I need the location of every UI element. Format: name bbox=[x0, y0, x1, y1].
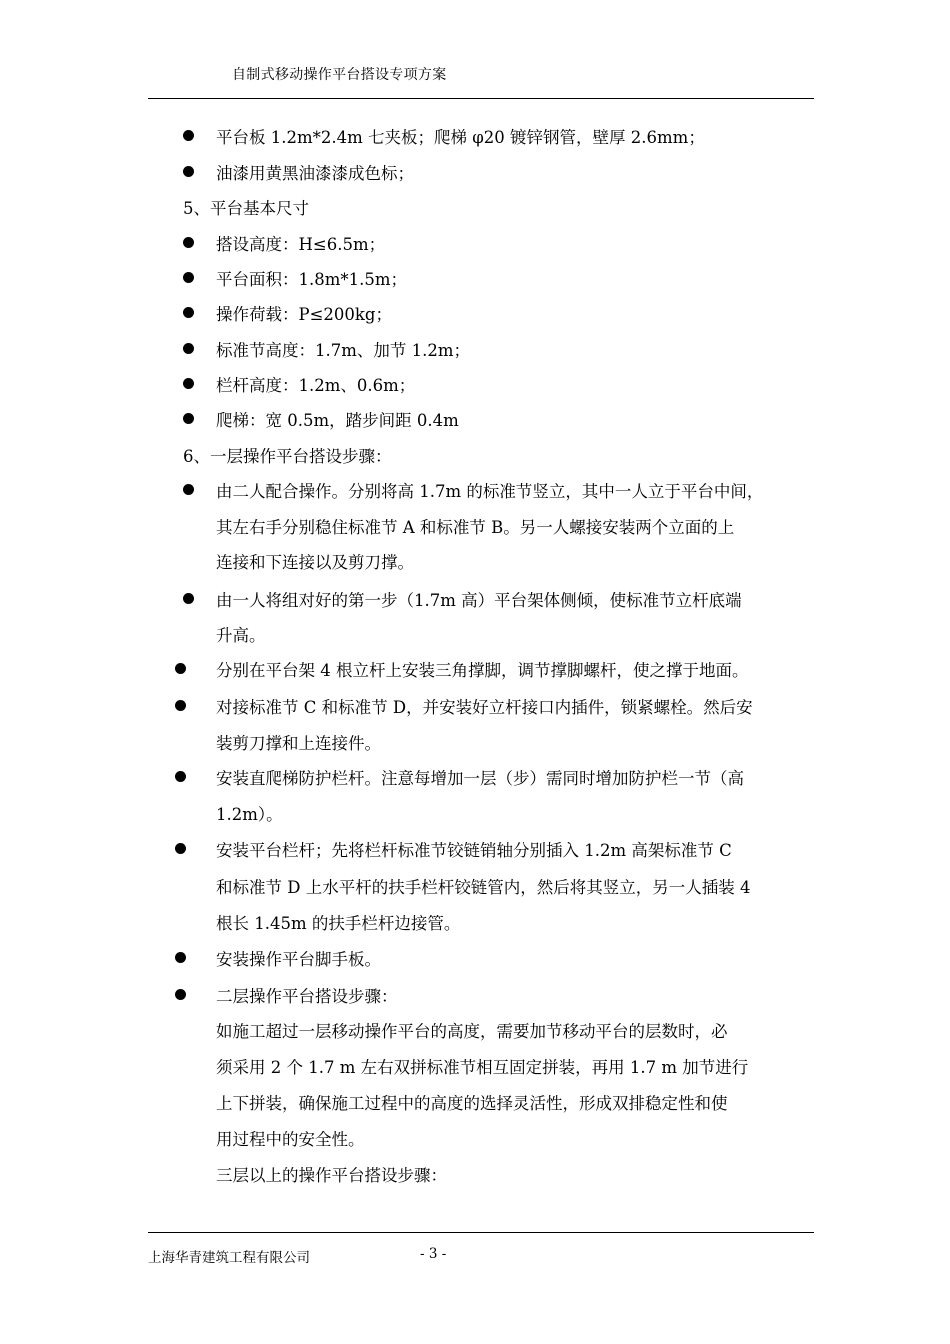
paragraph-text: 须采用 2 个 1.7 m 左右双拼标准节相互固定拼装，再用 1.7 m 加节进行 bbox=[216, 1058, 749, 1077]
bullet-icon bbox=[175, 700, 186, 711]
spec-item: 平台面积：1.8m*1.5m； bbox=[216, 270, 408, 289]
paragraph-text: 如施工超过一层移动操作平台的高度，需要加节移动平台的层数时，必 bbox=[216, 1022, 728, 1041]
bullet-icon bbox=[183, 378, 194, 389]
bullet-icon bbox=[175, 663, 186, 674]
step-text: 其左右手分别稳住标准节 A 和标准节 B。另一人螺接安装两个立面的上 bbox=[216, 518, 735, 537]
running-header: 自制式移动操作平台搭设专项方案 bbox=[232, 67, 447, 83]
bullet-icon bbox=[183, 237, 194, 248]
step-text: 安装平台栏杆；先将栏杆标准节铰链销轴分别插入 1.2m 高架标准节 C bbox=[216, 841, 732, 860]
step-text: 连接和下连接以及剪刀撑。 bbox=[216, 553, 414, 572]
step-text: 对接标准节 C 和标准节 D，并安装好立杆接口内插件，锁紧螺栓。然后安 bbox=[216, 698, 753, 717]
footer-company: 上海华青建筑工程有限公司 bbox=[148, 1250, 310, 1266]
step-text: 装剪刀撑和上连接件。 bbox=[216, 734, 381, 753]
spec-item: 栏杆高度：1.2m、0.6m； bbox=[216, 376, 416, 395]
spec-item: 爬梯：宽 0.5m，踏步间距 0.4m bbox=[216, 411, 459, 430]
bullet-icon bbox=[183, 166, 194, 177]
header-divider bbox=[148, 98, 814, 99]
step-text: 根长 1.45m 的扶手栏杆边接管。 bbox=[216, 914, 461, 933]
section-heading: 5、平台基本尺寸 bbox=[183, 199, 309, 218]
bullet-icon bbox=[183, 307, 194, 318]
step-text: 分别在平台架 4 根立杆上安装三角撑脚，调节撑脚螺杆，使之撑于地面。 bbox=[216, 661, 749, 680]
step-text: 由一人将组对好的第一步（1.7m 高）平台架体侧倾，使标准节立杆底端 bbox=[216, 591, 742, 610]
bullet-icon bbox=[175, 843, 186, 854]
step-text: 安装操作平台脚手板。 bbox=[216, 950, 381, 969]
step-text: 和标准节 D 上水平杆的扶手栏杆铰链管内，然后将其竖立，另一人插装 4 bbox=[216, 878, 751, 897]
step-text: 升高。 bbox=[216, 626, 266, 645]
bullet-icon bbox=[183, 484, 194, 495]
bullet-icon bbox=[175, 771, 186, 782]
bullet-icon bbox=[183, 272, 194, 283]
step-text: 安装直爬梯防护栏杆。注意每增加一层（步）需同时增加防护栏一节（高 bbox=[216, 769, 744, 788]
bullet-icon bbox=[183, 593, 194, 604]
bullet-icon bbox=[175, 952, 186, 963]
spec-item: 油漆用黄黑油漆漆成色标； bbox=[216, 164, 414, 183]
paragraph-text: 三层以上的操作平台搭设步骤： bbox=[216, 1166, 447, 1185]
footer-divider bbox=[148, 1232, 814, 1233]
section-heading: 6、一层操作平台搭设步骤： bbox=[183, 447, 392, 466]
page-number: - 3 - bbox=[420, 1246, 447, 1262]
spec-item: 搭设高度：H≤6.5m； bbox=[216, 235, 386, 254]
step-text: 1.2m）。 bbox=[216, 805, 283, 824]
bullet-icon bbox=[183, 413, 194, 424]
bullet-icon bbox=[183, 343, 194, 354]
paragraph-text: 上下拼装，确保施工过程中的高度的选择灵活性，形成双排稳定性和使 bbox=[216, 1094, 728, 1113]
bullet-icon bbox=[175, 989, 186, 1000]
spec-item: 平台板 1.2m*2.4m 七夹板；爬梯 φ20 镀锌钢管，壁厚 2.6mm； bbox=[216, 128, 705, 147]
spec-item: 标准节高度：1.7m、加节 1.2m； bbox=[216, 341, 471, 360]
step-text: 二层操作平台搭设步骤： bbox=[216, 987, 398, 1006]
step-text: 由二人配合操作。分别将高 1.7m 的标准节竖立，其中一人立于平台中间， bbox=[216, 482, 764, 501]
paragraph-text: 用过程中的安全性。 bbox=[216, 1130, 365, 1149]
bullet-icon bbox=[183, 130, 194, 141]
spec-item: 操作荷载：P≤200kg； bbox=[216, 305, 392, 324]
